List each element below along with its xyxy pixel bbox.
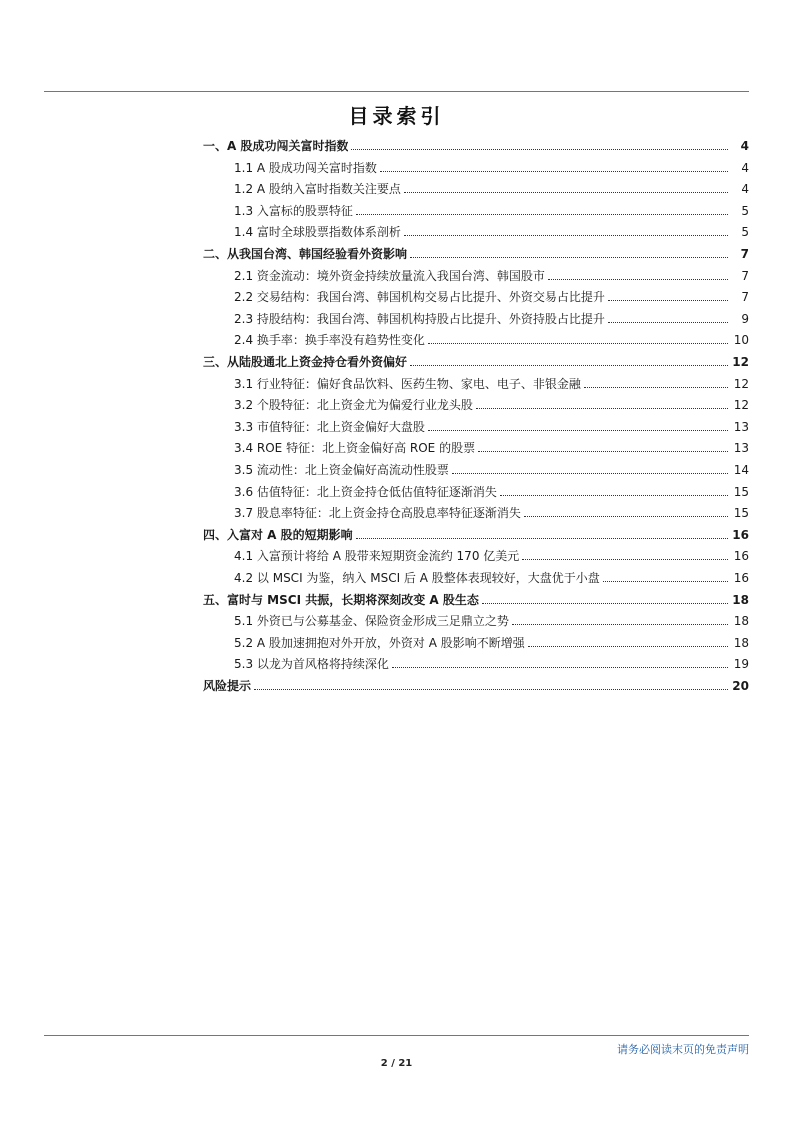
toc-entry-page: 7 — [741, 290, 749, 305]
toc-entry-label: 5.3 以龙为首风格将持续深化 — [234, 657, 389, 672]
toc-entry-page: 5 — [741, 225, 749, 240]
toc-subsection-entry[interactable] — [234, 375, 749, 393]
toc-section-entry[interactable] — [203, 245, 749, 263]
toc-entry-page: 15 — [733, 484, 749, 499]
toc-entry-label: 3.1 行业特征：偏好食品饮料、医药生物、家电、电子、非银金融 — [234, 376, 581, 391]
toc-subsection-entry[interactable] — [234, 310, 749, 328]
toc-dot-leader — [476, 407, 728, 409]
toc-entry-page: 4 — [741, 160, 749, 175]
toc-entry-page: 12 — [733, 376, 749, 391]
toc-subsection-entry[interactable] — [234, 547, 749, 565]
toc-subsection-entry[interactable] — [234, 396, 749, 414]
toc-entry-page: 19 — [733, 657, 749, 672]
toc-dot-leader — [404, 191, 728, 193]
toc-entry-label: 3.5 流动性：北上资金偏好高流动性股票 — [234, 463, 449, 477]
toc-entry-page: 20 — [732, 679, 749, 693]
toc-entry-page: 5 — [741, 203, 749, 218]
footer-rule — [44, 1035, 749, 1036]
toc-entry-label: 2.2 交易结构：我国台湾、韩国机构交易占比提升、外资交易占比提升 — [234, 290, 605, 305]
toc-entry-label: 3.3 市值特征：北上资金偏好大盘股 — [234, 419, 425, 434]
toc-dot-leader — [584, 386, 728, 388]
toc-subsection-entry[interactable] — [234, 418, 749, 436]
toc-entry-label: 3.6 估值特征：北上资金持仓低估值特征逐渐消失 — [234, 484, 497, 499]
toc-subsection-entry[interactable] — [234, 483, 749, 501]
toc-subsection-entry[interactable] — [234, 655, 749, 673]
toc-entry-page: 16 — [733, 571, 749, 585]
toc-entry-page: 7 — [740, 247, 749, 261]
toc-dot-leader — [528, 645, 728, 647]
toc-dot-leader — [500, 494, 728, 496]
page-number: 2 / 21 — [380, 1058, 413, 1069]
toc-entry-label: 4.1 入富预计将给 A 股带来短期资金流约 170 亿美元 — [234, 549, 520, 564]
page-title: 目录索引 — [348, 104, 445, 128]
toc-dot-leader — [356, 213, 728, 215]
toc-section-entry[interactable] — [203, 591, 749, 609]
toc-subsection-entry[interactable] — [234, 634, 749, 652]
toc-dot-leader — [351, 148, 728, 150]
toc-dot-leader — [512, 623, 728, 625]
toc-entry-label: 3.7 股息率特征：北上资金持仓高股息率特征逐渐消失 — [234, 506, 521, 521]
toc-subsection-entry[interactable] — [234, 569, 749, 587]
toc-entry-label: 4.2 以 MSCI 为鉴，纳入 MSCI 后 A 股整体表现较好，大盘优于小盘 — [234, 571, 600, 585]
toc-entry-page: 4 — [741, 182, 749, 197]
toc-dot-leader — [482, 602, 728, 604]
toc-dot-leader — [608, 321, 728, 323]
toc-dot-leader — [404, 234, 728, 236]
toc-subsection-entry[interactable] — [234, 504, 749, 522]
toc-dot-leader — [356, 537, 728, 539]
toc-subsection-entry[interactable] — [234, 180, 749, 198]
toc-entry-page: 15 — [733, 506, 749, 521]
toc-subsection-entry[interactable] — [234, 223, 749, 241]
toc-dot-leader — [478, 450, 728, 452]
toc-dot-leader — [428, 429, 728, 431]
toc-entry-page: 18 — [733, 635, 749, 650]
toc-section-entry[interactable] — [203, 137, 749, 155]
toc-entry-page: 4 — [740, 139, 749, 153]
toc-entry-label: 1.2 A 股纳入富时指数关注要点 — [234, 182, 401, 197]
header-rule — [44, 91, 749, 92]
toc-section-entry[interactable] — [203, 526, 749, 544]
toc-entry-page: 10 — [733, 333, 749, 348]
toc-dot-leader — [428, 342, 728, 344]
toc-dot-leader — [452, 472, 728, 474]
toc-dot-leader — [524, 515, 728, 517]
disclaimer-notice[interactable]: 请务必阅读末页的免责声明 — [617, 1043, 749, 1056]
toc-entry-label: 一、A 股成功闯关富时指数 — [203, 139, 349, 153]
toc-entry-label: 五、富时与 MSCI 共振，长期将深刻改变 A 股生态 — [203, 592, 479, 607]
toc-entry-label: 四、入富对 A 股的短期影响 — [203, 527, 353, 542]
toc-entry-page: 13 — [733, 441, 749, 456]
toc-entry-label: 1.4 富时全球股票指数体系剖析 — [234, 225, 401, 240]
toc-entry-page: 16 — [732, 527, 749, 542]
toc-entry-label: 5.1 外资已与公募基金、保险资金形成三足鼎立之势 — [234, 614, 509, 629]
toc-subsection-entry[interactable] — [234, 202, 749, 220]
toc-section-entry[interactable] — [203, 353, 749, 371]
toc-dot-leader — [522, 558, 728, 560]
toc-entry-label: 3.2 个股特征：北上资金尤为偏爱行业龙头股 — [234, 398, 473, 413]
toc-entry-page: 14 — [733, 463, 749, 477]
toc-entry-page: 9 — [741, 311, 749, 326]
toc-dot-leader — [410, 256, 728, 258]
toc-subsection-entry[interactable] — [234, 612, 749, 630]
toc-section-entry[interactable] — [203, 677, 749, 695]
toc-entry-page: 12 — [733, 398, 749, 413]
toc-entry-page: 18 — [732, 592, 749, 607]
toc-entry-page: 7 — [741, 268, 749, 283]
toc-subsection-entry[interactable] — [234, 159, 749, 177]
toc-dot-leader — [254, 688, 728, 690]
toc-dot-leader — [380, 170, 728, 172]
toc-subsection-entry[interactable] — [234, 331, 749, 349]
toc-entry-label: 1.3 入富标的股票特征 — [234, 203, 353, 218]
toc-entry-page: 16 — [733, 549, 749, 564]
toc-entry-page: 13 — [733, 419, 749, 434]
toc-subsection-entry[interactable] — [234, 288, 749, 306]
toc-entry-label: 2.1 资金流动：境外资金持续放量流入我国台湾、韩国股市 — [234, 268, 545, 283]
toc-entry-label: 3.4 ROE 特征：北上资金偏好高 ROE 的股票 — [234, 441, 476, 456]
toc-entry-label: 1.1 A 股成功闯关富时指数 — [234, 160, 377, 175]
toc-entry-label: 二、从我国台湾、韩国经验看外资影响 — [203, 247, 408, 261]
toc-entry-label: 2.3 持股结构：我国台湾、韩国机构持股占比提升、外资持股占比提升 — [234, 311, 605, 326]
toc-dot-leader — [608, 299, 728, 301]
toc-entry-label: 5.2 A 股加速拥抱对外开放，外资对 A 股影响不断增强 — [234, 635, 525, 650]
toc-entry-label: 风险提示 — [203, 679, 252, 693]
toc-subsection-entry[interactable] — [234, 267, 749, 285]
toc-entry-label: 三、从陆股通北上资金持仓看外资偏好 — [203, 355, 408, 369]
toc-subsection-entry[interactable] — [234, 461, 749, 479]
toc-dot-leader — [410, 364, 728, 366]
toc-subsection-entry[interactable] — [234, 439, 749, 457]
toc-dot-leader — [603, 580, 728, 582]
toc-dot-leader — [548, 278, 728, 280]
toc-dot-leader — [392, 666, 728, 668]
toc-entry-page: 18 — [733, 614, 749, 629]
toc-entry-label: 2.4 换手率：换手率没有趋势性变化 — [234, 333, 425, 348]
toc-entry-page: 12 — [732, 355, 749, 369]
